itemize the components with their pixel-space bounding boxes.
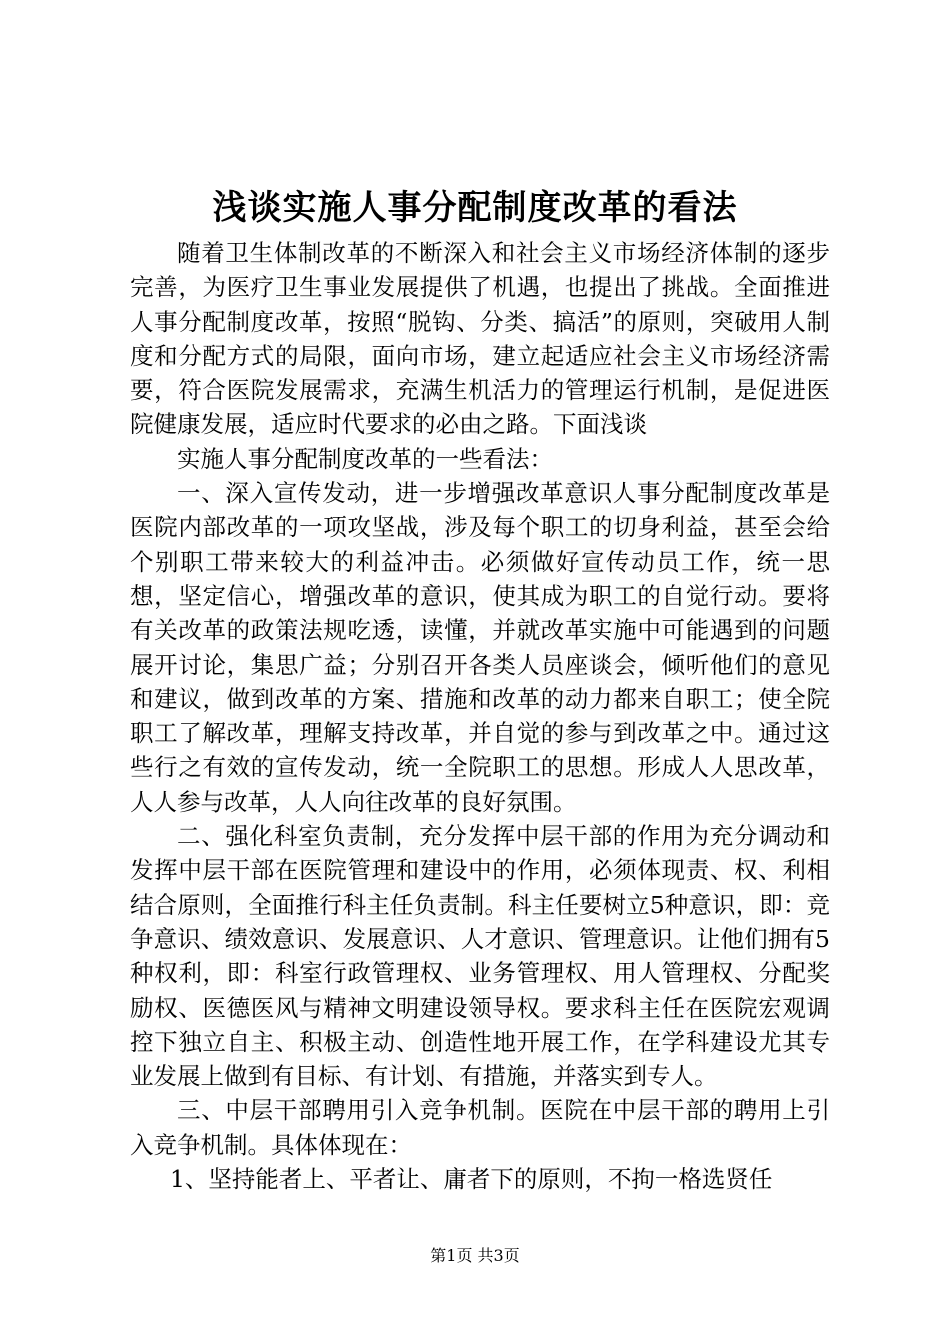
paragraph-section-2: 二、强化科室负责制，充分发挥中层干部的作用为充分调动和发挥中层干部在医院管理和建设中的作用，必须体现责、权、利相结合原则，全面推行科主任负责制。科主任要树立5种意识，即：竞争意识、绩效意识、发展意识、人才意识、管理意识。让他们拥有5种权利，即：科室行政管理权、业务管理权、用人管理权、分配奖励权、医德医风与精神文明建设领导权。要求科主任在医院宏观调控下独立自主、积极主动、创造性地开展工作，在学科建设尤其专业发展上做到有目标、有计划、有措施，并落实到专人。 [130,822,830,1091]
document-body [130,236,830,1196]
document-title: 浅谈实施人事分配制度改革的看法 [212,188,738,228]
paragraph-section-1: 一、深入宣传发动，进一步增强改革意识人事分配制度改革是医院内部改革的一项攻坚战，涉及每个职工的切身利益，甚至会给个别职工带来较大的利益冲击。必须做好宣传动员工作，统一思想，坚定信心，增强改革的意识，使其成为职工的自觉行动。要将有关改革的政策法规吃透，读懂，并就改革实施中可能遇到的问题展开讨论，集思广益；分别召开各类人员座谈会，倾听他们的意见和建议，做到改革的方案、措施和改革的动力都来自职工；使全院职工了解改革，理解支持改革，并自觉的参与到改革之中。通过这些行之有效的宣传发动，统一全院职工的思想。形成人人思改革，人人参与改革，人人向往改革的良好氛围。 [130,479,830,816]
paragraph-lead: 实施人事分配制度改革的一些看法： [177,444,553,473]
paragraph-item-1: 1、坚持能者上、平者让、庸者下的原则，不拘一格选贤任 [169,1165,773,1194]
page-number-footer: 第1页 共3页 [430,1246,520,1265]
paragraph-section-3: 三、中层干部聘用引入竞争机制。医院在中层干部的聘用上引入竞争机制。具体体现在： [130,1096,830,1159]
paragraph-intro: 随着卫生体制改革的不断深入和社会主义市场经济体制的逐步完善，为医疗卫生事业发展提供了机遇，也提出了挑战。全面推进人事分配制度改革，按照“脱钩、分类、搞活”的原则，突破用人制度和分配方式的局限，面向市场，建立起适应社会主义市场经济需要，符合医院发展需求，充满生机活力的管理运行机制，是促进医院健康发展，适应时代要求的必由之路。下面浅谈 [130,239,830,439]
